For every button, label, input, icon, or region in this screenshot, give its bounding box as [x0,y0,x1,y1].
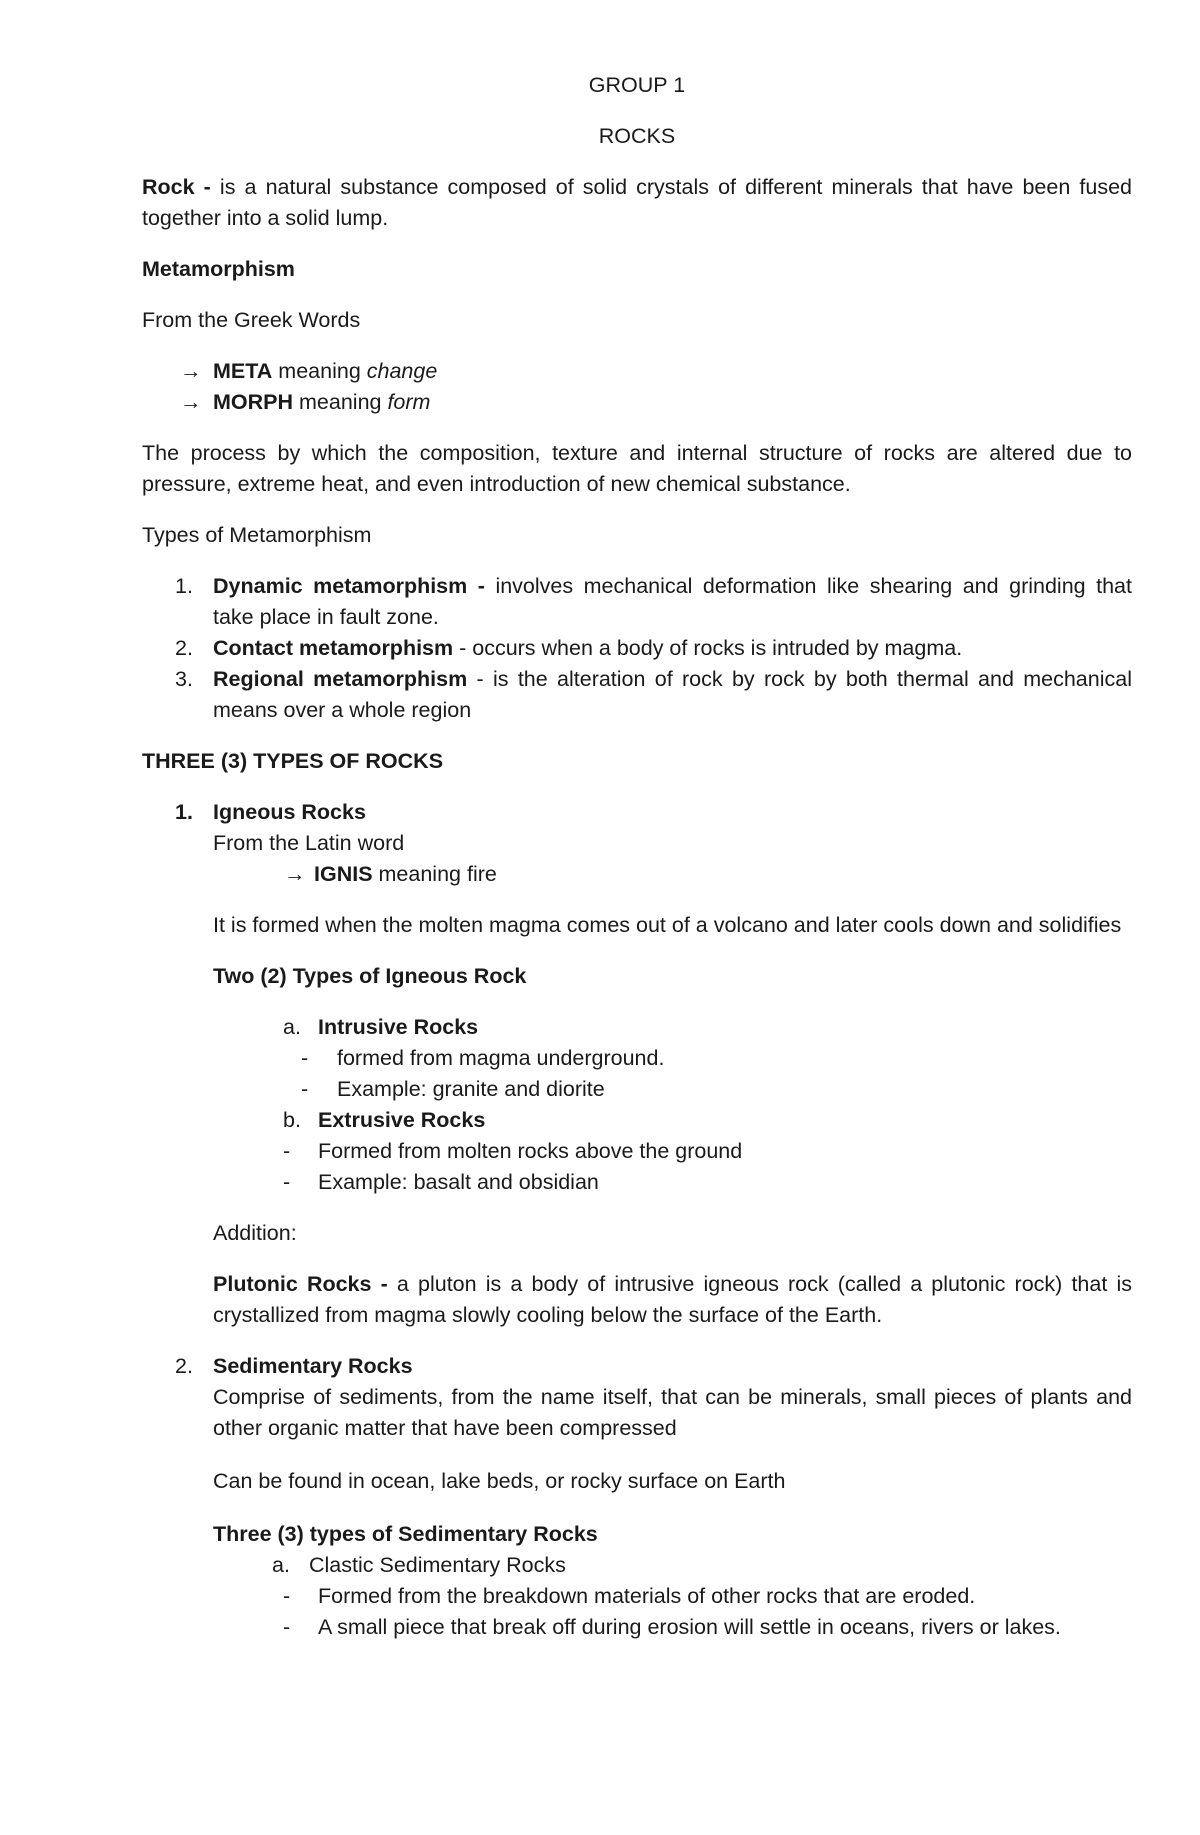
greek-meaning: form [387,390,431,414]
list-item: - Example: granite and diorite [301,1074,1132,1105]
igneous-section-title [175,797,1132,828]
plutonic-term: Plutonic Rocks - [213,1272,388,1296]
latin-meaning: meaning fire [372,862,497,886]
dash-bullet: - [283,1615,291,1639]
arrow-icon: → [180,359,202,383]
extrusive-title: Extrusive Rocks [318,1108,486,1132]
list-number: 1. [175,800,193,824]
meta-type-item [175,633,1132,664]
meta-type-term: Regional metamorphism [213,667,468,691]
arrow-icon: → [180,390,202,414]
rock-definition [142,172,1132,234]
topic-title: ROCKS [598,124,676,148]
sedimentary-desc: Comprise of sediments, from the name itself, that can be minerals, small pieces of plants and other organic matter that have been compressed [213,1385,1132,1440]
document-page [142,68,1132,1643]
greek-meaning: change [366,359,438,383]
list-item: - A small piece that break off during erosion will settle in oceans, rivers or lakes. [283,1612,1132,1643]
clastic-title: Clastic Sedimentary Rocks [309,1553,566,1577]
arrow-icon: → [284,862,306,886]
list-item: - Example: basalt and obsidian [283,1167,1132,1198]
sedimentary-types-heading: Three (3) types of Sedimentary Rocks [213,1522,598,1546]
igneous-title: Igneous Rocks [213,800,366,824]
meta-type-desc: - occurs when a body of rocks is intruded by magma. [453,636,963,660]
addition-label: Addition: [213,1221,297,1245]
latin-term: IGNIS [314,862,373,886]
greek-intro: From the Greek Words [142,308,361,332]
list-item: - Formed from the breakdown materials of other rocks that are eroded. [283,1581,1132,1612]
meta-type-desc: - is the alteration of rock by rock by both thermal and mechanical means over a whole region [213,667,1132,722]
dash-bullet: - [283,1170,291,1194]
list-number: 2. [175,1354,193,1378]
list-item: - Formed from molten rocks above the ground [283,1136,1132,1167]
rock-def-text: is a natural substance composed of solid crystals of different minerals that have been fused together into a solid lump. [142,175,1132,230]
types-metamorphism-heading: Types of Metamorphism [142,523,372,547]
igneous-formed-text: It is formed when the molten magma comes out of a volcano and later cools down and solidifies [213,913,1122,937]
clastic-title-row [272,1550,1132,1581]
list-letter: b. [283,1108,301,1132]
greek-word-morph: → MORPH meaning form [180,387,1132,418]
greek-term: MORPH [213,390,294,414]
dash-bullet: - [301,1077,309,1101]
sedimentary-title: Sedimentary Rocks [213,1354,413,1378]
igneous-types-heading: Two (2) Types of Igneous Rock [213,964,527,988]
extrusive-title-row [283,1105,1132,1136]
three-types-heading: THREE (3) TYPES OF ROCKS [142,749,444,773]
meta-type-term: Dynamic metamorphism - [213,574,485,598]
dash-bullet: - [301,1046,309,1070]
meta-type-item [175,571,1132,633]
meta-type-desc: involves mechanical deformation like shearing and grinding that take place in fault zone. [213,574,1132,629]
list-letter: a. [283,1015,301,1039]
latin-intro: From the Latin word [213,831,405,855]
meta-type-item [175,664,1132,726]
intrusive-title: Intrusive Rocks [318,1015,479,1039]
list-number: 3. [175,667,193,691]
list-item: - formed from magma underground. [301,1043,1132,1074]
sedimentary-found: Can be found in ocean, lake beds, or rocky surface on Earth [213,1469,786,1493]
list-letter: a. [272,1553,290,1577]
greek-word-meta: → META meaning change [180,356,1132,387]
rock-term: Rock - [142,175,211,199]
latin-word [284,859,1132,890]
group-title: GROUP 1 [588,73,686,97]
dash-bullet: - [283,1139,291,1163]
list-number: 2. [175,636,193,660]
meta-type-term: Contact metamorphism [213,636,454,660]
metamorphism-heading: Metamorphism [142,257,295,281]
list-number: 1. [175,574,193,598]
sedimentary-section-title [175,1351,1132,1382]
plutonic-desc: a pluton is a body of intrusive igneous rock (called a plutonic rock) that is crystallized from magma slowly cooling below the surface of the Earth. [213,1272,1132,1327]
dash-bullet: - [283,1584,291,1608]
greek-term: META [213,359,273,383]
plutonic-paragraph [213,1269,1132,1331]
process-paragraph: The process by which the composition, texture and internal structure of rocks are altered due to pressure, extreme heat, and even introduction of new chemical substance. [142,441,1132,496]
intrusive-title-row [283,1012,1132,1043]
